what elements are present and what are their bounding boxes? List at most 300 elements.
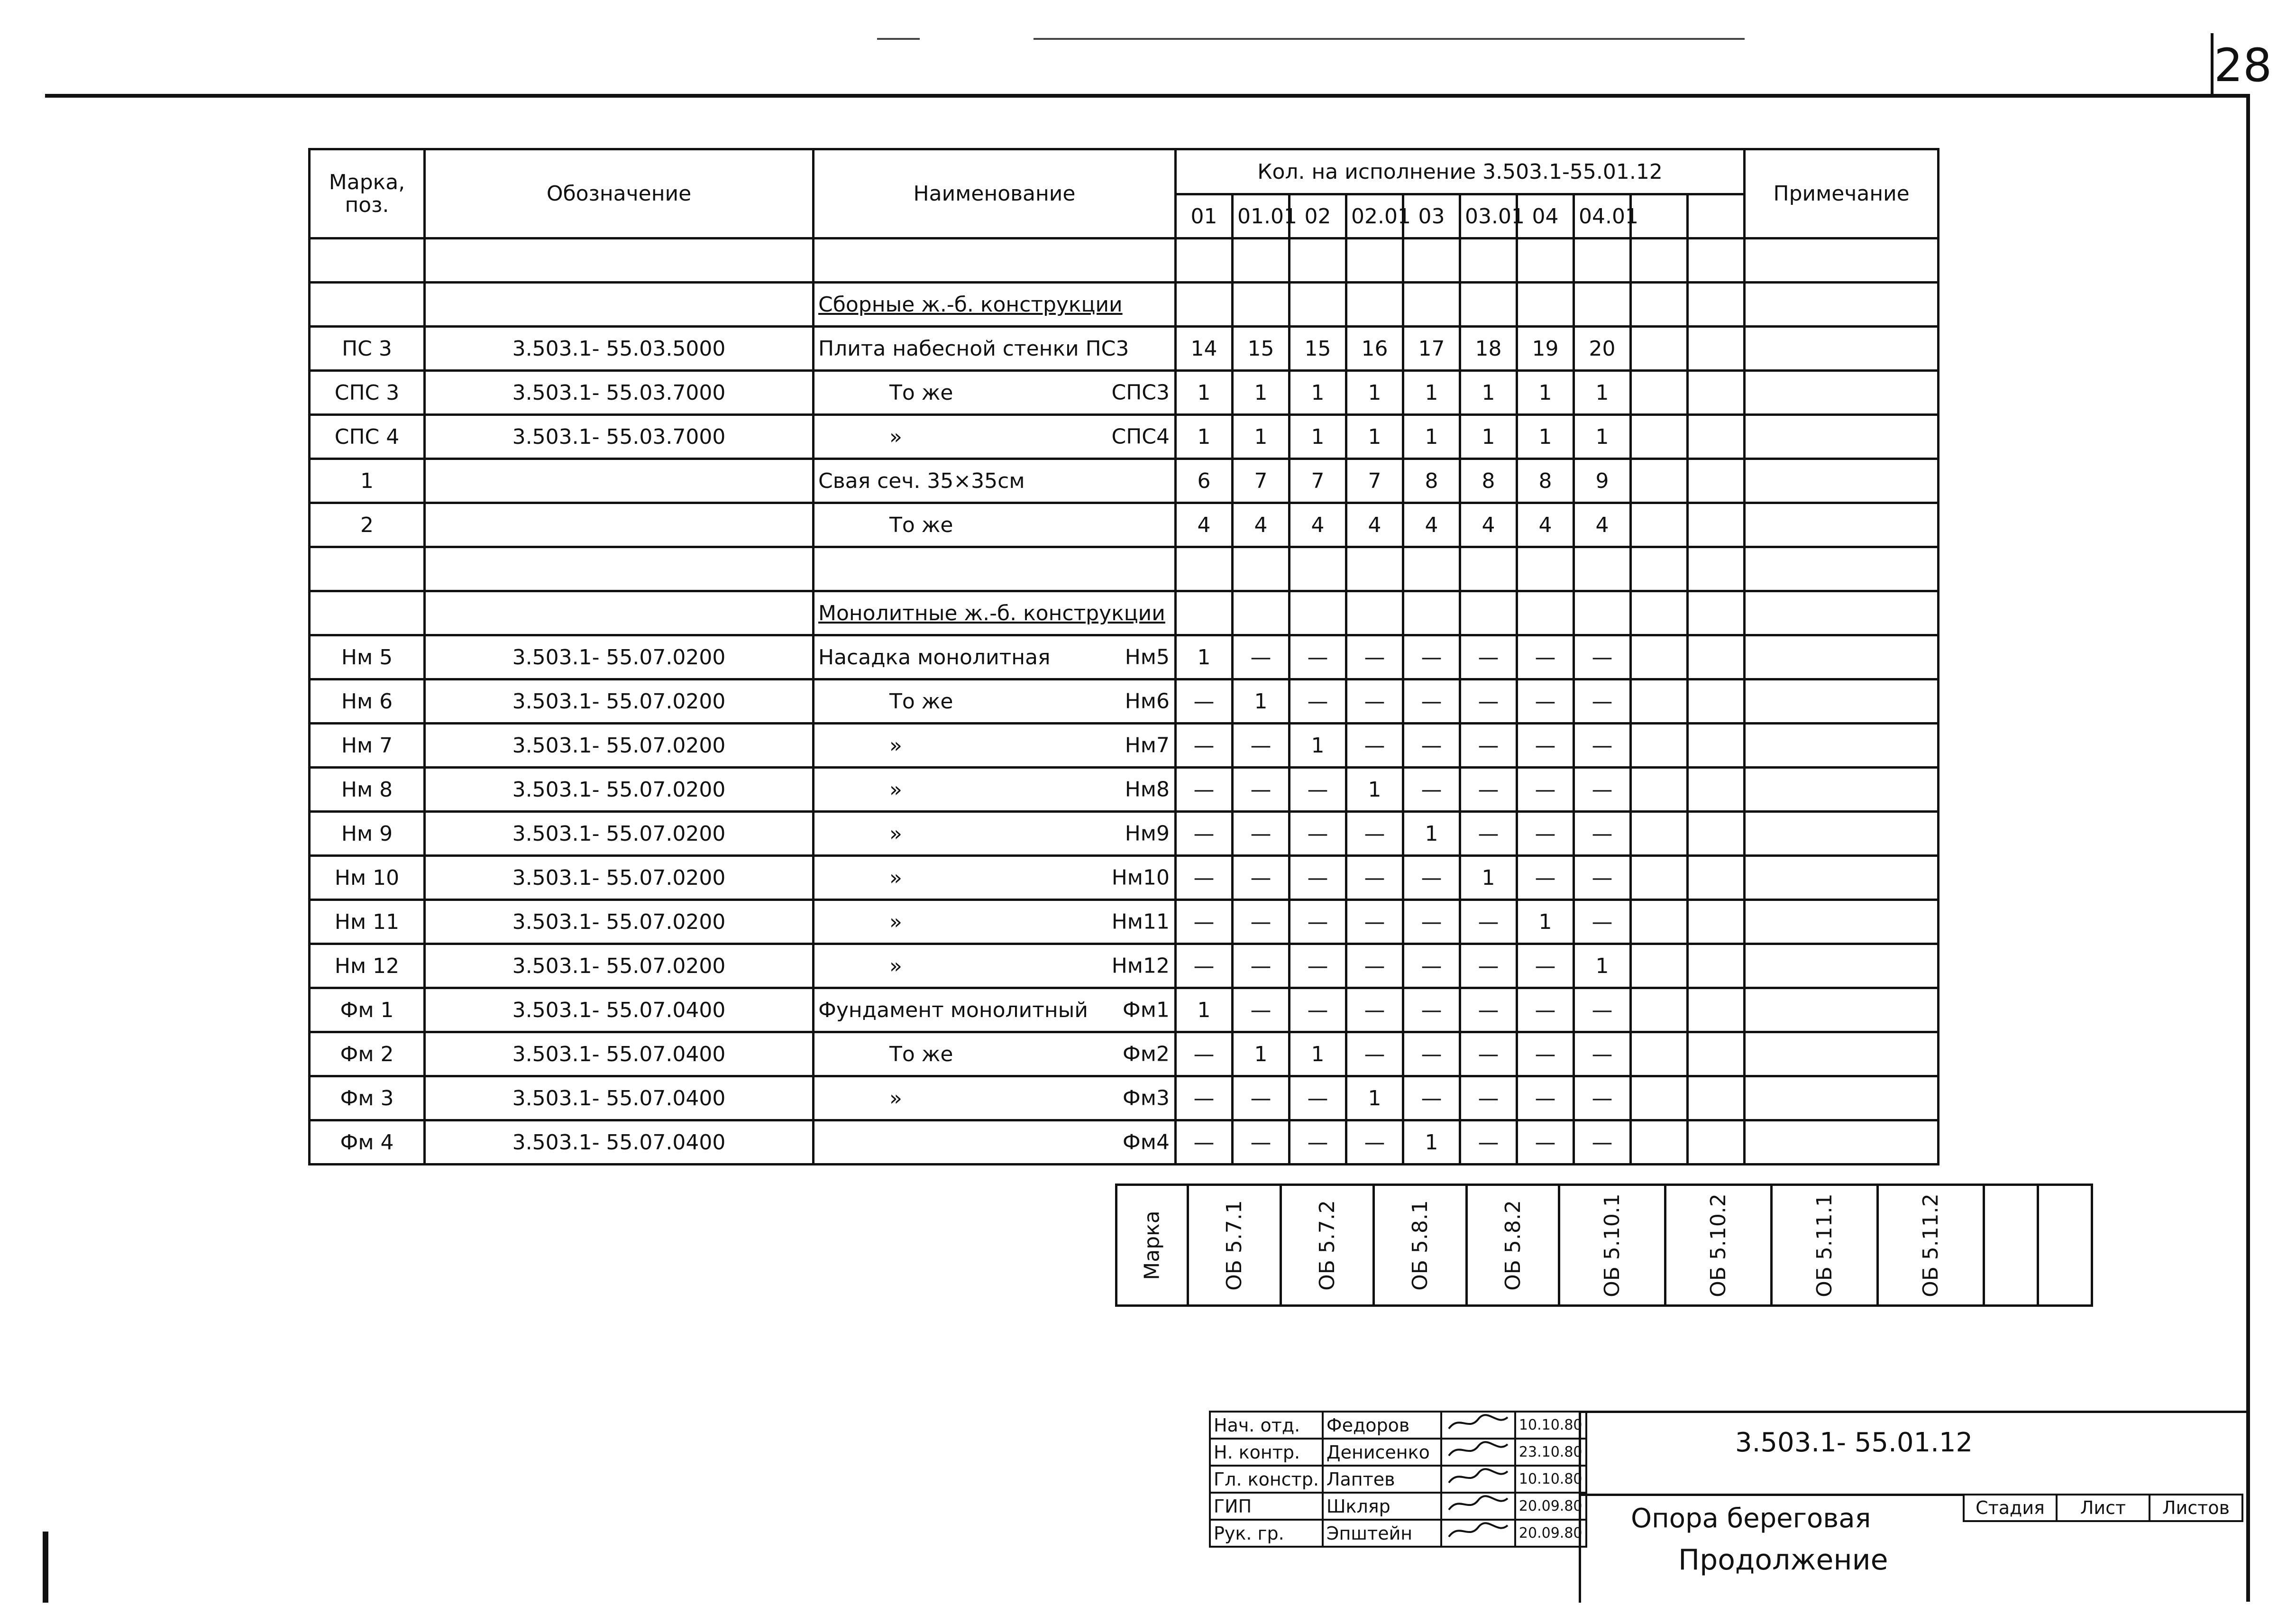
row-note — [1745, 768, 1939, 812]
row-qty: 4 — [1346, 503, 1403, 547]
marks-label-cell — [1116, 1185, 1188, 1306]
row-qty: — — [1176, 1120, 1233, 1165]
row-qty: — — [1517, 1120, 1574, 1165]
row-mark — [310, 239, 425, 283]
row-mark: Нм 5 — [310, 635, 425, 679]
approval-role: Н. контр. — [1210, 1439, 1323, 1466]
row-qty: 1 — [1290, 724, 1346, 768]
row-note — [1745, 591, 1939, 635]
approval-row — [1210, 1493, 1586, 1520]
header-designation: Обозначение — [425, 149, 814, 239]
table-row — [310, 944, 1939, 988]
table-row — [310, 415, 1939, 459]
row-qty — [1688, 1032, 1745, 1076]
header-variant — [1688, 194, 1745, 239]
row-qty: 15 — [1290, 327, 1346, 371]
row-qty — [1574, 239, 1631, 283]
row-qty: 1 — [1574, 371, 1631, 415]
row-name-text: » — [889, 777, 902, 802]
row-qty — [1403, 283, 1460, 327]
table-row — [310, 856, 1939, 900]
row-mark: Нм 9 — [310, 812, 425, 856]
row-qty — [1574, 547, 1631, 591]
row-note — [1745, 459, 1939, 503]
row-qty: — — [1403, 988, 1460, 1032]
row-qty: — — [1403, 900, 1460, 944]
document-code: 3.503.1- 55.01.12 — [1735, 1427, 1973, 1458]
row-qty — [1688, 371, 1745, 415]
row-qty — [1176, 547, 1233, 591]
approval-name: Эпштейн — [1323, 1520, 1441, 1547]
row-qty: — — [1346, 812, 1403, 856]
row-qty: — — [1233, 1076, 1290, 1120]
row-qty: — — [1517, 635, 1574, 679]
row-designation — [425, 503, 814, 547]
row-name-text: » — [889, 424, 902, 449]
row-name — [814, 724, 1176, 768]
row-qty — [1631, 988, 1688, 1032]
row-designation: 3.503.1- 55.07.0200 — [425, 768, 814, 812]
row-qty: 7 — [1346, 459, 1403, 503]
row-name — [814, 503, 1176, 547]
row-qty: — — [1403, 724, 1460, 768]
approval-signature — [1441, 1412, 1515, 1439]
row-qty: 1 — [1233, 1032, 1290, 1076]
table-row — [310, 724, 1939, 768]
row-qty: — — [1233, 988, 1290, 1032]
row-qty: 1 — [1346, 768, 1403, 812]
row-qty: — — [1290, 812, 1346, 856]
table-row — [310, 812, 1939, 856]
header-variant: 01 — [1176, 194, 1233, 239]
row-name-mark: Нм5 — [1125, 645, 1170, 670]
row-qty — [1688, 812, 1745, 856]
approval-name: Лаптев — [1323, 1466, 1441, 1493]
row-qty: 14 — [1176, 327, 1233, 371]
row-qty — [1688, 283, 1745, 327]
row-name — [814, 239, 1176, 283]
approval-name: Шкляр — [1323, 1493, 1441, 1520]
row-mark: СПС 3 — [310, 371, 425, 415]
row-name-text: » — [889, 954, 902, 978]
row-qty: — — [1176, 724, 1233, 768]
row-qty — [1403, 239, 1460, 283]
row-qty — [1688, 459, 1745, 503]
table-row — [310, 1120, 1939, 1165]
approval-signature — [1441, 1493, 1515, 1520]
approval-table — [1209, 1411, 1587, 1548]
row-note — [1745, 327, 1939, 371]
row-qty: — — [1574, 724, 1631, 768]
row-qty — [1346, 239, 1403, 283]
approval-name: Денисенко — [1323, 1439, 1441, 1466]
row-qty: — — [1176, 856, 1233, 900]
row-note — [1745, 415, 1939, 459]
row-name — [814, 327, 1176, 371]
row-name-text: Сборные ж.-б. конструкции — [818, 292, 1123, 317]
row-note — [1745, 900, 1939, 944]
table-row — [310, 679, 1939, 724]
header-variant: 01.01 — [1233, 194, 1290, 239]
row-name — [814, 900, 1176, 944]
row-note — [1745, 1120, 1939, 1165]
row-qty: — — [1574, 679, 1631, 724]
row-name-text: Насадка монолитная — [818, 645, 1051, 670]
row-name-text: » — [889, 733, 902, 758]
row-qty: 4 — [1290, 503, 1346, 547]
stage-table — [1963, 1494, 2243, 1522]
row-name — [814, 679, 1176, 724]
row-qty: — — [1233, 856, 1290, 900]
row-qty: 1 — [1403, 1120, 1460, 1165]
header-note: Примечание — [1745, 149, 1939, 239]
row-qty: 1 — [1290, 371, 1346, 415]
row-qty — [1346, 591, 1403, 635]
row-qty: — — [1290, 679, 1346, 724]
row-qty — [1631, 503, 1688, 547]
row-note — [1745, 1076, 1939, 1120]
top-decor-line-short — [877, 38, 920, 40]
row-name-text: » — [889, 909, 902, 934]
row-qty: — — [1346, 1032, 1403, 1076]
row-qty: — — [1403, 635, 1460, 679]
row-designation — [425, 547, 814, 591]
approval-role: Рук. гр. — [1210, 1520, 1323, 1547]
row-qty: 1 — [1233, 679, 1290, 724]
row-qty — [1688, 679, 1745, 724]
row-qty — [1460, 591, 1517, 635]
row-qty — [1688, 724, 1745, 768]
row-note — [1745, 371, 1939, 415]
row-qty — [1403, 591, 1460, 635]
row-qty — [1688, 591, 1745, 635]
mark-cell — [1772, 1185, 1878, 1306]
table-row — [310, 591, 1939, 635]
row-qty — [1346, 547, 1403, 591]
row-qty: — — [1460, 1076, 1517, 1120]
row-name — [814, 415, 1176, 459]
row-mark: Нм 8 — [310, 768, 425, 812]
row-qty: — — [1346, 1120, 1403, 1165]
approval-date: 10.10.80 — [1515, 1412, 1586, 1439]
row-qty: — — [1290, 1076, 1346, 1120]
row-qty — [1631, 635, 1688, 679]
row-qty — [1631, 1032, 1688, 1076]
row-qty: — — [1346, 988, 1403, 1032]
row-name — [814, 988, 1176, 1032]
row-qty — [1631, 283, 1688, 327]
row-name — [814, 635, 1176, 679]
table-row — [310, 988, 1939, 1032]
row-name — [814, 547, 1176, 591]
row-qty — [1290, 591, 1346, 635]
row-qty: 4 — [1176, 503, 1233, 547]
row-qty: 1 — [1176, 635, 1233, 679]
row-name-mark: Нм12 — [1111, 954, 1170, 978]
row-qty: — — [1574, 900, 1631, 944]
row-qty — [1176, 239, 1233, 283]
row-name-text: » — [889, 1086, 902, 1110]
approval-date: 20.09.80 — [1515, 1520, 1586, 1547]
row-designation: 3.503.1- 55.07.0200 — [425, 856, 814, 900]
row-qty: — — [1233, 724, 1290, 768]
row-name-text: Фундамент монолитный — [818, 998, 1088, 1022]
row-note — [1745, 988, 1939, 1032]
row-name-mark: Фм1 — [1122, 998, 1170, 1022]
table-row — [310, 503, 1939, 547]
row-qty: — — [1233, 944, 1290, 988]
row-qty: 1 — [1176, 415, 1233, 459]
row-qty — [1688, 239, 1745, 283]
mark-code: ОБ 5.11.2 — [1918, 1193, 1943, 1297]
table-row — [310, 239, 1939, 283]
row-mark: Фм 1 — [310, 988, 425, 1032]
mark-code: ОБ 5.8.1 — [1408, 1200, 1432, 1291]
row-note — [1745, 1032, 1939, 1076]
row-qty: — — [1517, 768, 1574, 812]
row-designation: 3.503.1- 55.07.0400 — [425, 1120, 814, 1165]
signature-scribble — [1445, 1413, 1511, 1433]
row-designation: 3.503.1- 55.03.7000 — [425, 371, 814, 415]
row-qty — [1631, 415, 1688, 459]
row-note — [1745, 679, 1939, 724]
row-qty: — — [1574, 635, 1631, 679]
row-qty: — — [1233, 812, 1290, 856]
row-qty: 1 — [1574, 944, 1631, 988]
row-qty: — — [1176, 812, 1233, 856]
row-name — [814, 283, 1176, 327]
row-qty: — — [1517, 944, 1574, 988]
row-qty: — — [1460, 1120, 1517, 1165]
row-qty — [1688, 1076, 1745, 1120]
mark-code: ОБ 5.11.1 — [1812, 1193, 1837, 1297]
row-mark — [310, 591, 425, 635]
row-qty: — — [1346, 944, 1403, 988]
row-mark: Нм 7 — [310, 724, 425, 768]
table-row — [310, 371, 1939, 415]
row-qty: — — [1290, 944, 1346, 988]
row-qty: — — [1460, 1032, 1517, 1076]
row-qty — [1403, 547, 1460, 591]
row-qty — [1631, 768, 1688, 812]
row-qty — [1688, 944, 1745, 988]
row-qty: 8 — [1517, 459, 1574, 503]
marks-label: Марка — [1140, 1210, 1164, 1280]
row-qty: — — [1460, 900, 1517, 944]
row-qty: 8 — [1403, 459, 1460, 503]
row-qty: 1 — [1460, 371, 1517, 415]
specification-table — [308, 148, 1939, 1165]
row-qty — [1233, 283, 1290, 327]
row-qty: — — [1176, 1032, 1233, 1076]
row-qty: 4 — [1403, 503, 1460, 547]
row-qty — [1176, 591, 1233, 635]
frame-left-line — [43, 1532, 48, 1603]
row-designation: 3.503.1- 55.07.0200 — [425, 679, 814, 724]
row-qty: — — [1290, 856, 1346, 900]
header-row-1 — [310, 149, 1939, 194]
row-name-text: » — [889, 865, 902, 890]
row-qty: 1 — [1517, 900, 1574, 944]
row-qty: — — [1290, 635, 1346, 679]
row-note — [1745, 283, 1939, 327]
row-qty — [1688, 547, 1745, 591]
row-qty: — — [1574, 856, 1631, 900]
row-name — [814, 459, 1176, 503]
marks-table — [1115, 1184, 2093, 1307]
row-qty — [1290, 547, 1346, 591]
signature-scribble — [1445, 1467, 1511, 1487]
approval-date: 10.10.80 — [1515, 1466, 1586, 1493]
row-name-mark: Нм9 — [1125, 821, 1170, 846]
row-qty — [1688, 1120, 1745, 1165]
row-mark: Нм 11 — [310, 900, 425, 944]
row-qty: 1 — [1460, 856, 1517, 900]
title-block-divider — [1579, 1494, 1963, 1496]
row-qty: 4 — [1574, 503, 1631, 547]
row-qty: — — [1403, 944, 1460, 988]
row-qty — [1688, 988, 1745, 1032]
row-mark: Нм 10 — [310, 856, 425, 900]
row-designation: 3.503.1- 55.07.0400 — [425, 1032, 814, 1076]
row-note — [1745, 503, 1939, 547]
row-qty: — — [1460, 812, 1517, 856]
row-name-text: » — [889, 821, 902, 846]
document-subtitle: Продолжение — [1678, 1543, 1888, 1577]
row-qty — [1290, 283, 1346, 327]
sheet-label: Лист — [2057, 1495, 2150, 1521]
row-qty — [1460, 239, 1517, 283]
row-qty: 15 — [1233, 327, 1290, 371]
approval-row — [1210, 1466, 1586, 1493]
row-mark: СПС 4 — [310, 415, 425, 459]
row-qty: 1 — [1233, 371, 1290, 415]
approval-role: ГИП — [1210, 1493, 1323, 1520]
row-qty: 1 — [1346, 371, 1403, 415]
row-qty — [1517, 547, 1574, 591]
row-designation — [425, 459, 814, 503]
row-qty — [1631, 944, 1688, 988]
row-qty: 8 — [1460, 459, 1517, 503]
row-qty — [1631, 679, 1688, 724]
row-name — [814, 591, 1176, 635]
document-title: Опора береговая — [1631, 1503, 1871, 1534]
table-row — [310, 1032, 1939, 1076]
approval-signature — [1441, 1466, 1515, 1493]
row-designation: 3.503.1- 55.07.0200 — [425, 812, 814, 856]
row-qty — [1688, 635, 1745, 679]
signature-scribble — [1445, 1521, 1511, 1541]
row-designation — [425, 239, 814, 283]
row-qty — [1631, 812, 1688, 856]
row-mark: ПС 3 — [310, 327, 425, 371]
row-qty: — — [1574, 1076, 1631, 1120]
row-name-mark: СПС3 — [1111, 380, 1170, 405]
row-name — [814, 1076, 1176, 1120]
mark-cell — [1281, 1185, 1374, 1306]
row-qty: — — [1233, 768, 1290, 812]
row-qty — [1290, 239, 1346, 283]
row-name-mark: Нм8 — [1125, 777, 1170, 802]
row-qty: 6 — [1176, 459, 1233, 503]
row-qty: — — [1517, 679, 1574, 724]
row-qty — [1631, 547, 1688, 591]
row-qty: — — [1517, 812, 1574, 856]
row-qty: 1 — [1176, 371, 1233, 415]
row-qty: — — [1290, 900, 1346, 944]
row-name — [814, 371, 1176, 415]
row-qty — [1574, 283, 1631, 327]
row-qty: 1 — [1403, 812, 1460, 856]
row-name-text: То же — [889, 689, 953, 714]
approval-date: 20.09.80 — [1515, 1493, 1586, 1520]
header-variant: 03.01 — [1460, 194, 1517, 239]
row-qty — [1233, 591, 1290, 635]
stage-label: Стадия — [1964, 1495, 2057, 1521]
row-qty: — — [1176, 679, 1233, 724]
row-qty — [1631, 371, 1688, 415]
approval-role: Нач. отд. — [1210, 1412, 1323, 1439]
row-qty: 1 — [1517, 415, 1574, 459]
row-qty — [1574, 591, 1631, 635]
row-name-text: То же — [889, 380, 953, 405]
row-note — [1745, 547, 1939, 591]
row-qty: 9 — [1574, 459, 1631, 503]
mark-code: ОБ 5.7.1 — [1222, 1200, 1247, 1291]
mark-code: ОБ 5.8.2 — [1500, 1200, 1525, 1291]
approval-row — [1210, 1412, 1586, 1439]
row-designation: 3.503.1- 55.07.0200 — [425, 944, 814, 988]
sheets-label: Листов — [2150, 1495, 2242, 1521]
row-designation: 3.503.1- 55.03.5000 — [425, 327, 814, 371]
approval-row — [1210, 1439, 1586, 1466]
row-qty: — — [1403, 768, 1460, 812]
row-name-text: То же — [889, 513, 953, 537]
row-mark — [310, 283, 425, 327]
row-designation — [425, 591, 814, 635]
row-note — [1745, 724, 1939, 768]
row-qty: — — [1346, 679, 1403, 724]
approval-date: 23.10.80 — [1515, 1439, 1586, 1466]
row-qty: — — [1403, 1076, 1460, 1120]
row-qty — [1460, 547, 1517, 591]
row-qty — [1688, 768, 1745, 812]
mark-cell — [1559, 1185, 1665, 1306]
row-name — [814, 944, 1176, 988]
row-qty: 4 — [1517, 503, 1574, 547]
row-qty: — — [1574, 1032, 1631, 1076]
frame-right-line — [2246, 94, 2250, 1602]
row-note — [1745, 812, 1939, 856]
row-qty — [1688, 503, 1745, 547]
row-qty: 1 — [1460, 415, 1517, 459]
row-qty: 1 — [1233, 415, 1290, 459]
row-qty — [1233, 239, 1290, 283]
row-qty: — — [1346, 724, 1403, 768]
row-qty: — — [1574, 1120, 1631, 1165]
row-qty: 1 — [1290, 1032, 1346, 1076]
row-note — [1745, 635, 1939, 679]
row-name — [814, 856, 1176, 900]
table-row — [310, 547, 1939, 591]
approval-signature — [1441, 1520, 1515, 1547]
header-qty-group: Кол. на исполнение 3.503.1-55.01.12 — [1176, 149, 1745, 194]
row-qty — [1631, 327, 1688, 371]
row-name-text: Плита набесной стенки ПС3 — [818, 336, 1129, 361]
row-name — [814, 812, 1176, 856]
approval-name: Федоров — [1323, 1412, 1441, 1439]
header-variant — [1631, 194, 1688, 239]
